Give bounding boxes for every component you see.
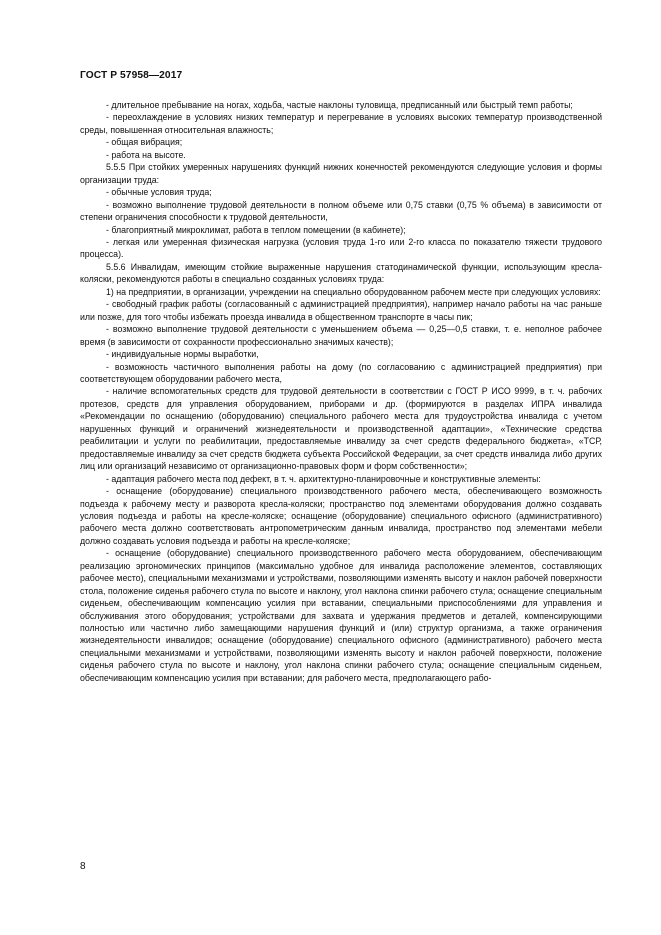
paragraph: - обычные условия труда; — [106, 187, 212, 198]
paragraph: - свободный график работы (согласованный с администрацией предприятия), например начало работы на час раньше или позже, для того чтобы избежать проезда инвалида в общественном транспорте в часы пик; — [80, 299, 602, 322]
paragraph: - работа на высоте. — [106, 149, 186, 160]
document-body — [80, 99, 602, 684]
paragraph: - длительное пребывание на ногах, ходьба, частые наклоны туловища, предписанный или быстрый темп работы; — [106, 100, 573, 110]
document-header: ГОСТ Р 57958—2017 — [80, 70, 183, 81]
paragraph: - индивидуальные нормы выработки, — [106, 349, 259, 360]
paragraph: 1) на предприятии, в организации, учреждении на специально оборудованном рабочем месте при следующих условиях: — [106, 286, 601, 297]
paragraph: - возможность частичного выполнения работы на дому (по согласованию с администрацией предприятия) при соответствующем оборудовании рабочего места, — [80, 361, 602, 384]
paragraph: - возможно выполнение трудовой деятельности с уменьшением объема — 0,25—0,5 ставки, т. е. неполное рабочее время (в зависимости от сохранности профессионально значимых качеств); — [80, 324, 602, 347]
paragraph: - возможно выполнение трудовой деятельности в полном объеме или 0,75 ставки (0,75 % объема) в зависимости от степени ограничения способности к трудовой деятельности, — [80, 199, 602, 223]
paragraph: - общая вибрация; — [106, 137, 183, 148]
paragraph: - оснащение (оборудование) специального производственного рабочего места, обеспечивающего возможность подъезда к рабочему месту и разворота кресла-коляски; пространство под элементами оборудования должно создавать условия подъезда и работы на кресле-коляске; оснащение (оборудование) специального офисного (административного) рабочего места должно соответствовать антропометрическим данным инвалида, пространство под элементами мебели должно создавать условия подъезда и работы на кресле-коляске; — [80, 486, 602, 546]
paragraph: - легкая или умеренная физическая нагрузка (условия труда 1-го или 2-го класса по показателю тяжести трудового процесса). — [80, 236, 602, 260]
paragraph: - благоприятный микроклимат, работа в теплом помещении (в кабинете); — [106, 224, 406, 235]
section-5-5-6: 5.5.6 Инвалидам, имеющим стойкие выраженные нарушения статодинамической функции, использующим кресла-коляски, рекомендуются работы в специально созданных условиях труда: — [80, 261, 602, 285]
paragraph: - адаптация рабочего места под дефект, в т. ч. архитектурно-планировочные и конструктивные элементы: — [106, 473, 541, 484]
paragraph: - оснащение (оборудование) специального производственного рабочего места оборудованием, обеспечивающим реализацию эргономических принципов (максимально удобное для инвалида расположение элементов, составляющих рабочее место), специальными механизмами и устройствами, позволяющими изменять высоту и наклон рабочей поверхности стола, положение сиденья рабочего стула по высоте и наклону, угол наклона спинки рабочего стула; оснащение специальным сиденьем, обеспечивающим компенсацию усилия при вставании, специальными приспособлениями для управления и обслуживания этого оборудования; устройствами для захвата и удержания предметов и деталей, компенсирующими полностью или частично либо замещающими нарушения функций и (или) структур организма, а также ограничения жизнедеятельности инвалидов; оснащение (оборудование) специального офисного (административного) рабочего места специальными механизмами и устройствами, позволяющими изменять высоту и наклон рабочей поверхности, положение сиденья рабочего стула по высоте и наклону, угол наклона спинки рабочего стула; оснащение специальным сиденьем, обеспечивающим компенсацию усилия при вставании; для рабочего места, предполагающего рабо- — [80, 548, 602, 683]
paragraph: - наличие вспомогательных средств для трудовой деятельности в соответствии с ГОСТ Р ИСО 9999, в т. ч. рабочих протезов, средств для управления оборудованием, приборами и др. (формируются в разделах ИПРА инвалида «Рекомендации по оснащению (оборудованию) специального рабочего места для трудоустройства инвалида с учетом нарушенных функций и ограничений жизнедеятельности и производственной адаптации», «Технические средства реабилитации и услуги по реабилитации, предоставляемые инвалиду за счет средств федерального бюджета», «ТСР, предоставляемые инвалиду за счет средств бюджета субъекта Российской Федерации, за счет средств инвалида либо других лиц или организаций независимо от организационно-правовых форм и форм собственности»; — [80, 386, 602, 472]
paragraph: - переохлаждение в условиях низких температур и перегревание в условиях высоких температур производственной среды, повышенная относительная влажность; — [80, 112, 602, 135]
page-number: 8 — [80, 861, 86, 872]
section-5-5-5: 5.5.5 При стойких умеренных нарушениях функций нижних конечностей рекомендуются следующие условия и формы организации труда: — [80, 162, 602, 185]
